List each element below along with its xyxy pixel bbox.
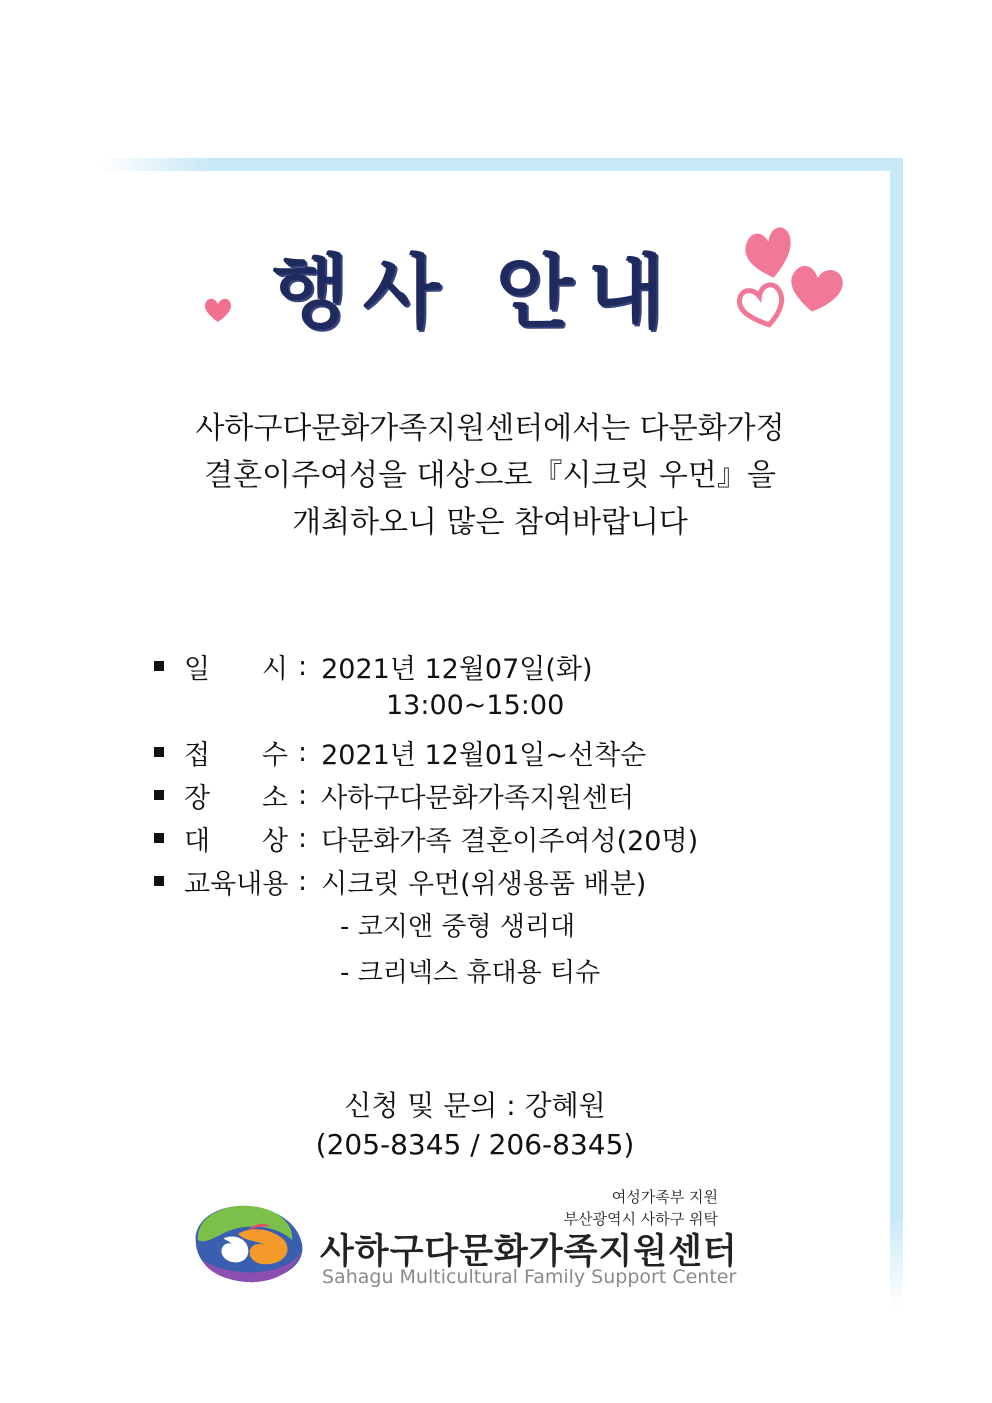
detail-value-target: 다문화가족 결혼이주여성(20명): [321, 825, 699, 857]
detail-value-registration: 2021년 12월01일~선착순: [321, 739, 647, 771]
detail-row-place: 장 소 : 사하구다문화가족지원센터: [150, 775, 634, 815]
detail-value-content: 시크릿 우먼(위생용품 배분): [321, 868, 647, 900]
detail-row-target: 대 상 : 다문화가족 결혼이주여성(20명): [150, 818, 698, 858]
intro-line-1: 사하구다문화가족지원센터에서는 다문화가정: [195, 411, 785, 446]
org-support: 여성가족부 지원: [611, 1188, 718, 1206]
intro-line-2: 결혼이주여성을 대상으로『시크릿 우먼』을: [204, 458, 776, 493]
item-tissue: - 크리넥스 휴대용 티슈: [340, 958, 601, 988]
detail-row-date: 일 시 : 2021년 12월07일(화): [150, 646, 593, 686]
bullet-icon: [154, 661, 164, 671]
center-logo-icon: [188, 1200, 310, 1286]
item-pad: - 코지앤 중형 생리대: [340, 912, 576, 942]
bullet-icon: [154, 833, 164, 843]
contact-phone: (205-8345 / 206-8345): [315, 1128, 635, 1161]
bullet-icon: [154, 790, 164, 800]
org-commission: 부산광역시 사하구 위탁: [563, 1210, 718, 1228]
page-title: 행사 안내: [271, 246, 679, 339]
bullet-icon: [154, 876, 164, 886]
detail-label-registration: 접 수: [184, 739, 288, 771]
detail-label-place: 장 소: [184, 782, 288, 814]
org-name-english: Sahagu Multicultural Family Support Center: [322, 1266, 737, 1288]
detail-row-registration: 접 수 : 2021년 12월01일~선착순: [150, 732, 646, 772]
detail-label-date: 일 시: [184, 653, 288, 685]
detail-value-date: 2021년 12월07일(화): [321, 653, 593, 685]
intro-line-3: 개최하오니 많은 참여바랍니다: [292, 505, 688, 540]
intro-paragraph: [100, 405, 880, 546]
detail-time: 13:00~15:00: [386, 690, 565, 721]
contact-person: 신청 및 문의 : 강혜원: [344, 1089, 606, 1122]
detail-value-place: 사하구다문화가족지원센터: [321, 782, 635, 814]
detail-label-target: 대 상: [184, 825, 288, 857]
bullet-icon: [154, 747, 164, 757]
org-name-korean: 사하구다문화가족지원센터: [320, 1232, 738, 1272]
detail-row-content: 교육내용 : 시크릿 우먼(위생용품 배분): [150, 861, 646, 901]
detail-label-content: 교육내용: [184, 868, 289, 900]
frame-top-border: [100, 158, 903, 171]
